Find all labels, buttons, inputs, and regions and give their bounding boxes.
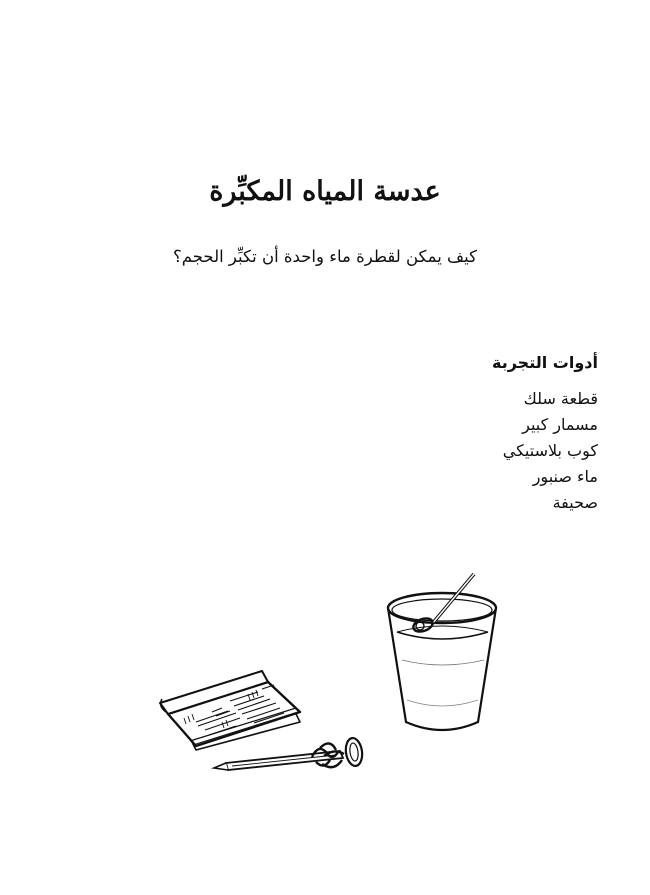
- materials-heading: أدوات التجربة: [492, 353, 598, 372]
- guiding-question: كيف يمكن لقطرة ماء واحدة أن تكبِّر الحجم؟: [173, 247, 477, 266]
- materials-item: كوب بلاستيكي: [502, 441, 598, 460]
- plastic-cup-icon: [388, 574, 496, 730]
- newspaper-icon: [160, 671, 300, 750]
- nail-with-wire-icon: [214, 737, 364, 770]
- materials-item: قطعة سلك: [523, 389, 598, 408]
- materials-section: [398, 350, 598, 516]
- page-title: عدسة المياه المكبِّرة: [209, 176, 441, 207]
- materials-item: ماء صنبور: [532, 467, 598, 486]
- materials-item: مسمار كبير: [522, 415, 598, 434]
- materials-list: [398, 386, 598, 516]
- experiment-illustration: [150, 566, 510, 786]
- materials-item: صحيفة: [552, 493, 598, 512]
